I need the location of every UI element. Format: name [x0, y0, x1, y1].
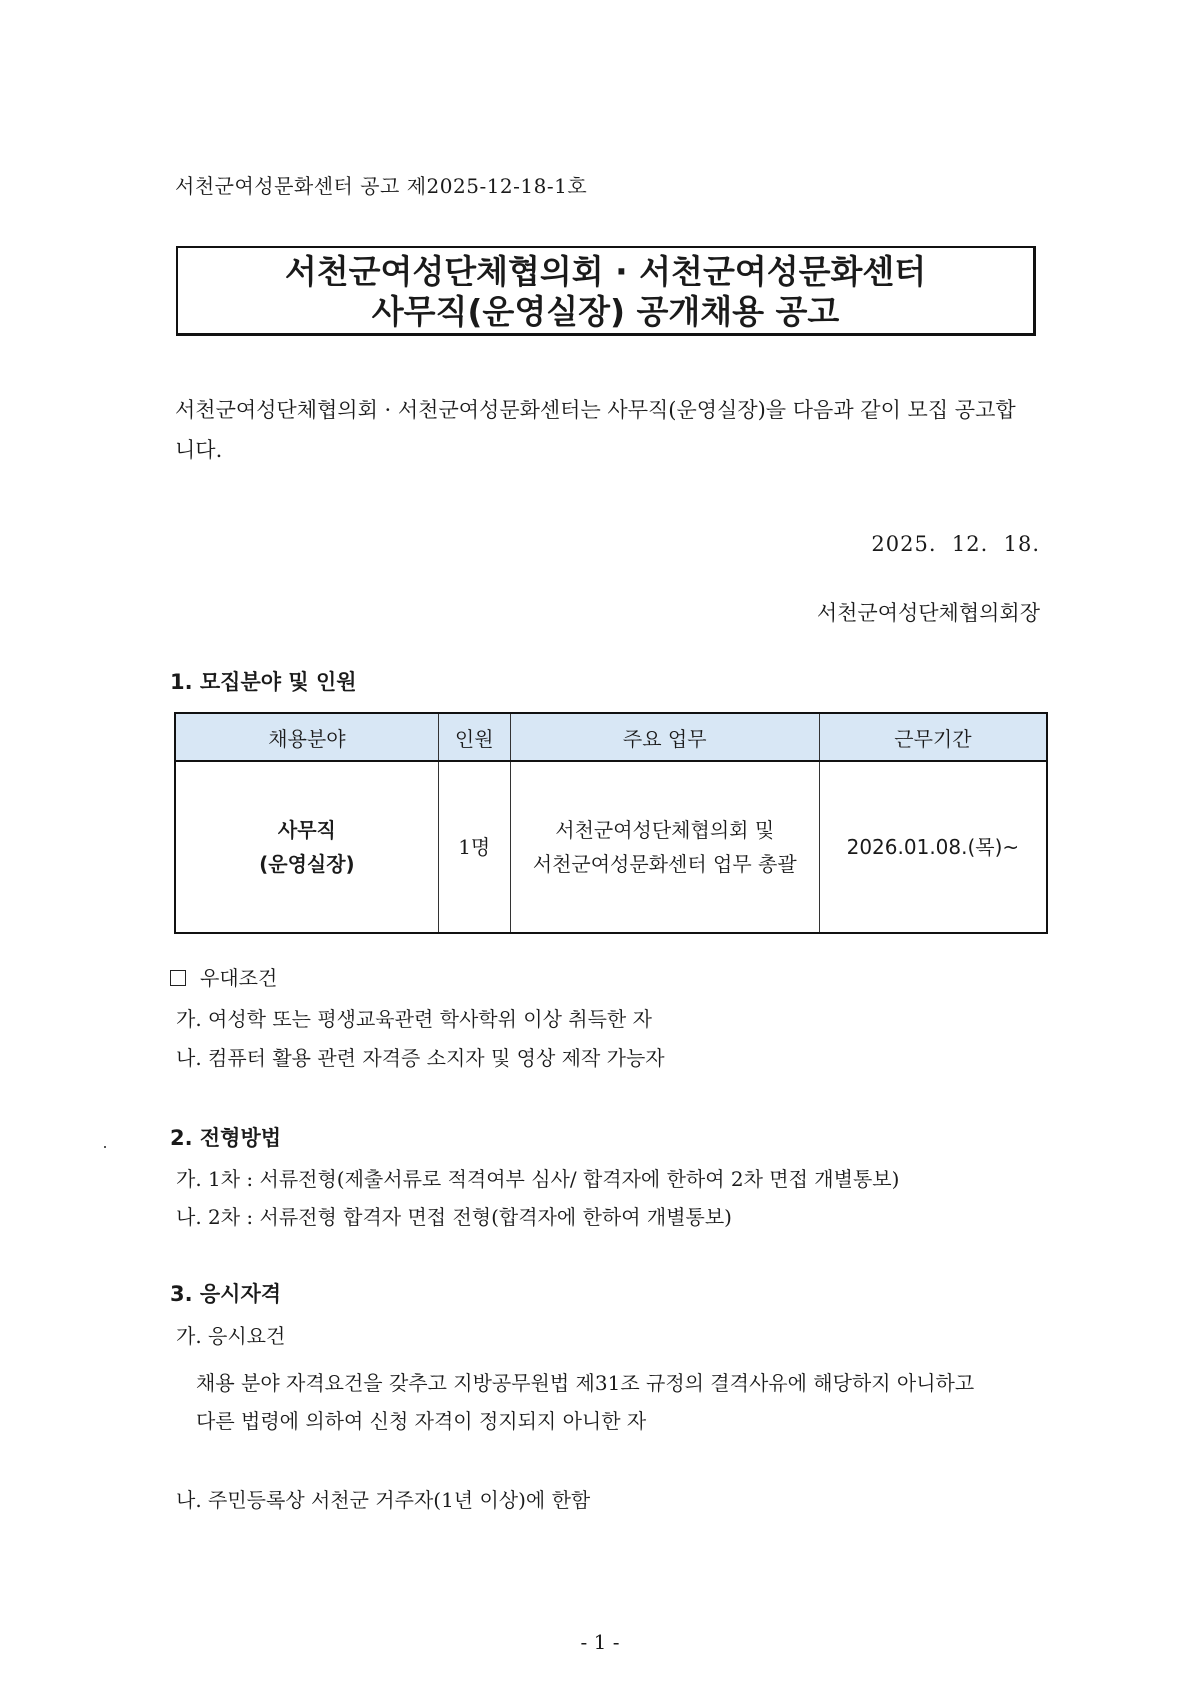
field-line-2: (운영실장)	[259, 852, 355, 876]
eligibility-sub-a: 가. 응시요건	[176, 1324, 286, 1348]
col-header-duty: 주요 업무	[510, 713, 819, 761]
col-header-headcount: 인원	[438, 713, 510, 761]
section-2-heading: 2. 전형방법	[170, 1126, 282, 1150]
field-line-1: 사무직	[277, 818, 336, 842]
duty-line-1: 서천군여성단체협의회 및	[555, 818, 775, 842]
preference-item-2: 나. 컴퓨터 활용 관련 자격증 소지자 및 영상 제작 가능자	[176, 1046, 665, 1070]
page-number: - 1 -	[580, 1630, 620, 1654]
intro-paragraph: 서천군여성단체협의회 · 서천군여성문화센터는 사무직(운영실장)을 다음과 같이 모집 공고합니다.	[175, 398, 1016, 462]
title-line-2: 사무직(운영실장) 공개채용 공고	[371, 292, 840, 331]
cell-field	[175, 761, 438, 933]
title-line-1: 서천군여성단체협의회 · 서천군여성문화센터	[284, 252, 927, 291]
col-header-field: 채용분야	[175, 713, 438, 761]
signer: 서천군여성단체협의회장	[816, 601, 1040, 625]
notice-number: 서천군여성문화센터 공고 제2025-12-18-1호	[175, 174, 588, 198]
section-3-heading: 3. 응시자격	[170, 1282, 282, 1306]
eligibility-text-line-2: 다른 법령에 의하여 신청 자격이 정지되지 아니한 자	[196, 1409, 647, 1433]
preference-item-1: 가. 여성학 또는 평생교육관련 학사학위 이상 취득한 자	[176, 1007, 652, 1031]
section-1-heading: 1. 모집분야 및 인원	[170, 670, 357, 694]
table-header-row	[175, 713, 1047, 761]
title-box	[176, 246, 1036, 336]
checkbox-square-icon	[170, 970, 186, 986]
cell-period: 2026.01.08.(목)~	[819, 761, 1047, 933]
method-item-2: 나. 2차 : 서류전형 합격자 면접 전형(합격자에 한하여 개별통보)	[176, 1205, 732, 1229]
recruitment-table	[174, 712, 1048, 934]
method-item-1: 가. 1차 : 서류전형(제출서류로 적격여부 심사/ 합격자에 한하여 2차 면접 개별통보)	[176, 1167, 900, 1191]
preference-heading-text: 우대조건	[200, 966, 278, 990]
eligibility-text-line-1: 채용 분야 자격요건을 갖추고 지방공무원법 제31조 규정의 결격사유에 해당하지 아니하고	[196, 1371, 975, 1395]
preference-heading	[170, 962, 277, 991]
scan-dot	[104, 1146, 106, 1148]
issue-date: 2025. 12. 18.	[871, 532, 1040, 556]
eligibility-sub-b: 나. 주민등록상 서천군 거주자(1년 이상)에 한함	[176, 1488, 591, 1512]
cell-headcount: 1명	[438, 761, 510, 933]
col-header-period: 근무기간	[819, 713, 1047, 761]
duty-line-2: 서천군여성문화센터 업무 총괄	[532, 852, 797, 876]
table-row	[175, 761, 1047, 933]
cell-duty	[510, 761, 819, 933]
